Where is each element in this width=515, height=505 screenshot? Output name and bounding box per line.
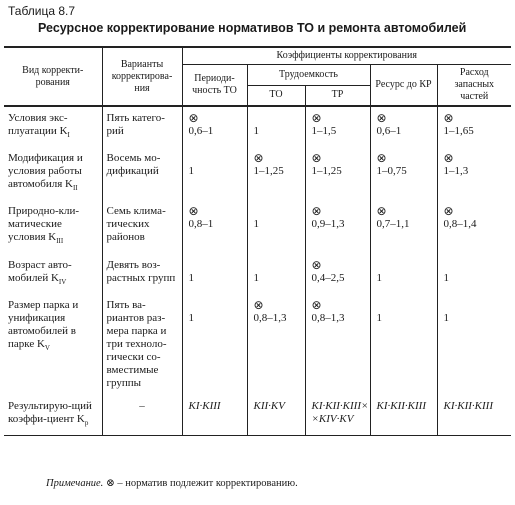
coef-value: 0,7–1,1 <box>376 218 410 231</box>
header-resource: Ресурс до КР <box>370 65 437 106</box>
coef-cell <box>437 254 511 294</box>
row-variants: Девять воз-растных групп <box>102 254 182 294</box>
result-formula: KI·KII·KIII <box>437 395 511 436</box>
result-row <box>4 395 511 436</box>
header-coef-group: Коэффициенты корректирования <box>182 47 511 65</box>
coef-value: 1–1,25 <box>253 165 284 178</box>
correction-mark-icon: ⊗ <box>443 151 454 166</box>
coef-cell <box>305 106 370 147</box>
coef-value: 1–1,25 <box>311 165 342 178</box>
coef-value: 1 <box>253 218 259 231</box>
coef-cell <box>247 106 305 147</box>
result-formula: KI·KIII <box>182 395 247 436</box>
coef-cell <box>247 254 305 294</box>
correction-mark-icon: ⊗ <box>443 111 454 125</box>
coef-value: 0,8–1 <box>188 218 214 231</box>
header-period: Периоди-чность ТО <box>182 65 247 106</box>
correction-mark-icon: ⊗ <box>188 204 199 219</box>
header-labor-group: Трудоемкость <box>247 65 370 86</box>
result-variants: – <box>102 395 182 436</box>
correction-mark-icon: ⊗ <box>253 297 264 312</box>
row-kind: Условия экс-плуатации $K_I$ <box>4 106 102 147</box>
coef-value: 0,8–1,4 <box>443 218 477 231</box>
coef-cell <box>182 294 247 395</box>
correction-mark-icon <box>444 299 508 312</box>
coef-value: 0,9–1,3 <box>311 218 345 231</box>
coef-cell <box>182 147 247 200</box>
coef-cell <box>437 200 511 253</box>
coef-cell <box>182 200 247 253</box>
result-formula: KII·KV <box>247 395 305 436</box>
coef-value: 0,4–2,5 <box>311 271 345 284</box>
correction-mark-icon: ⊗ <box>376 151 387 166</box>
coef-cell <box>247 294 305 395</box>
coef-value: 1 <box>253 271 259 284</box>
table-row <box>4 200 511 253</box>
correction-mark-icon: ⊗ <box>443 204 454 219</box>
row-kind: Природно-кли-матические условия $K_{III}$ <box>4 200 102 253</box>
coef-cell <box>370 254 437 294</box>
coef-cell <box>247 147 305 200</box>
note-text: – норматив подлежит корректированию. <box>114 478 298 489</box>
coef-value: 0,6–1 <box>188 125 214 137</box>
header-kind: Вид корректи-рования <box>4 47 102 105</box>
correction-table <box>4 46 511 436</box>
coef-cell <box>370 200 437 253</box>
correction-mark-icon <box>254 205 301 218</box>
correction-mark-icon: ⊗ <box>376 204 387 219</box>
row-variants: Восемь мо-дификаций <box>102 147 182 200</box>
row-kind: Модификация и условия работы автомобиля $K_{II}$ <box>4 147 102 200</box>
table-caption: Таблица 8.7 <box>8 4 76 18</box>
correction-mark-icon: ⊗ <box>311 204 322 219</box>
coef-value: 0,8–1,3 <box>311 311 345 324</box>
coef-cell <box>305 254 370 294</box>
row-variants: Пять катего-рий <box>102 106 182 147</box>
table-row <box>4 254 511 294</box>
correction-mark-icon: ⊗ <box>311 257 322 272</box>
correction-mark-icon: ⊗ <box>376 111 387 125</box>
coef-value: 1 <box>443 271 449 284</box>
coef-cell <box>305 294 370 395</box>
table-row <box>4 147 511 200</box>
coef-value: 0,8–1,3 <box>253 311 287 324</box>
row-kind: Возраст авто-мобилей $K_{IV}$ <box>4 254 102 294</box>
coef-cell <box>370 294 437 395</box>
coef-cell <box>247 200 305 253</box>
correction-mark-icon <box>254 112 301 125</box>
correction-mark-icon <box>189 259 243 272</box>
note-label: Примечание. <box>46 478 104 489</box>
result-formula: KI·KII·KIII× ×KIV·KV <box>305 395 370 436</box>
coef-value: 1 <box>376 271 382 284</box>
row-variants: Семь клима-тических районов <box>102 200 182 253</box>
correction-mark-icon <box>189 152 243 165</box>
correction-mark-icon <box>444 259 508 272</box>
correction-mark-icon: ⊗ <box>311 297 322 312</box>
correction-mark-icon: ⊗ <box>188 111 199 125</box>
correction-mark-icon: ⊗ <box>311 151 322 166</box>
result-formula: KI·KII·KIII <box>370 395 437 436</box>
coef-value: 1 <box>443 311 449 324</box>
coef-value: 1–0,75 <box>376 165 407 178</box>
table-heading: Ресурсное корректирование нормативов ТО и ремонта автомобилей <box>38 21 467 35</box>
coef-value: 1–1,5 <box>311 125 337 137</box>
row-variants: Пять ва-риантов раз-мера парка и три техноло-гически со-вместимые группы <box>102 294 182 395</box>
correction-mark-icon <box>189 299 243 312</box>
header-parts: Расход запасных частей <box>454 67 495 102</box>
coef-cell <box>370 147 437 200</box>
coef-value: 1 <box>376 311 382 324</box>
coef-value: 1 <box>253 125 259 137</box>
table-note <box>46 477 298 489</box>
coef-value: 1 <box>188 311 194 324</box>
header-tr: ТР <box>305 85 370 105</box>
correction-mark-icon <box>254 259 301 272</box>
coef-cell <box>437 147 511 200</box>
coef-cell <box>182 254 247 294</box>
correction-mark-icon <box>377 299 433 312</box>
note-symbol-icon: ⊗ <box>105 478 115 489</box>
coef-value: 1–1,3 <box>443 165 469 178</box>
correction-mark-icon: ⊗ <box>311 111 322 125</box>
row-kind: Размер парка и унификация автомобилей в парке $K_V$ <box>4 294 102 395</box>
correction-mark-icon: ⊗ <box>253 151 264 166</box>
coef-cell <box>437 106 511 147</box>
header-to: ТО <box>247 85 305 105</box>
coef-cell <box>182 106 247 147</box>
coef-cell <box>305 200 370 253</box>
coef-cell <box>437 294 511 395</box>
coef-value: 0,6–1 <box>376 125 402 137</box>
result-kind: Результирую-щий коэффи-циент $K_р$ <box>4 395 102 436</box>
coef-value: 1–1,65 <box>443 125 474 137</box>
table-row <box>4 106 511 147</box>
coef-value: 1 <box>188 165 194 178</box>
coef-cell <box>305 147 370 200</box>
correction-mark-icon <box>377 259 433 272</box>
coef-value: 1 <box>188 271 194 284</box>
coef-cell <box>370 106 437 147</box>
table-row <box>4 294 511 395</box>
header-variants: Варианты корректирова-ния <box>102 47 182 105</box>
